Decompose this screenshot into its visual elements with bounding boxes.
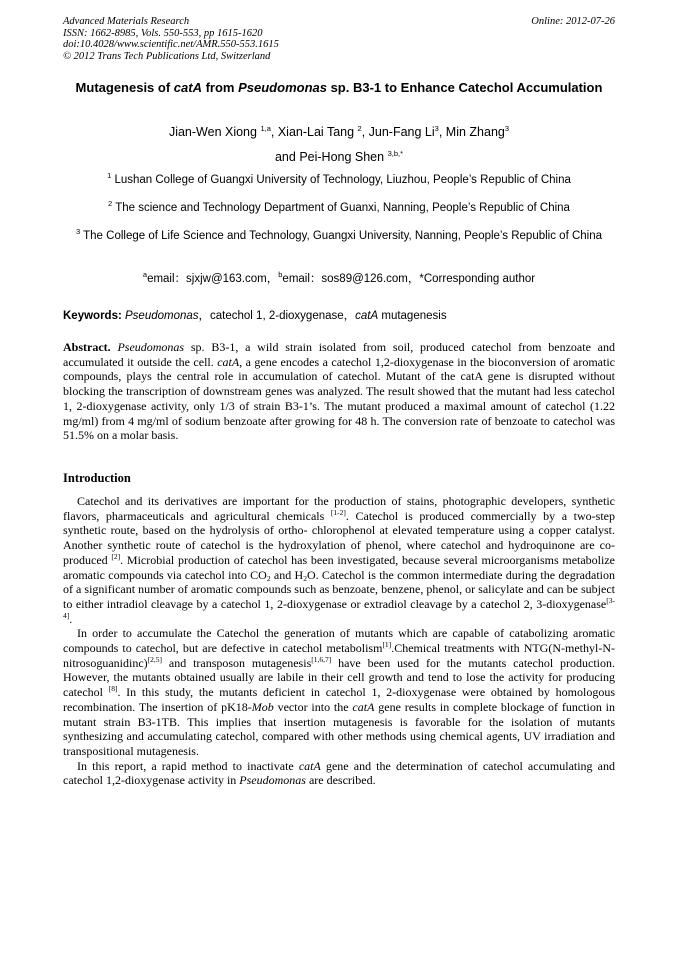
abstract: Abstract. Pseudomonas sp. B3-1, a wild strain isolated from soil, produced catechol from benzoate and accumulated it outside the cell. catA, a gene encodes a catechol 1,2-dioxygenase in the bioconversion of aromatic compounds, plays the central role in accumulation of catechol. Mutant of the catA gene is disrupted without blocking the transcription of downstream genes was analyzed. The result showed that the mutant had less catechol 1, 2-dioxygenase activity, only 1/3 of strain B3-1’s. The mutant produced a maximal amount of catechol (1.22 mg/ml) from 4 mg/ml of sodium benzoate after growing for 48 h. The conversion rate of benzoate to catechol was 51.5% on a molar basis. — [63, 340, 616, 443]
copyright-line: © 2012 Trans Tech Publications Ltd, Switzerland — [63, 50, 271, 62]
affiliation-1: $^1$ Lushan College of Guangxi University of Technology, Liuzhou, People’s Republic of China — [107, 171, 571, 186]
paragraph: Catechol and its derivatives are important for the production of stains, photographic developers, synthetic flavors, pharmaceuticals and agricultural chemicals [1-2]. Catechol is produced commercially by a two-step synthetic route, based on the hydrolysis of ortho- chlorophenol at elevated temperature using a copper catalyst. Another synthetic route of catechol is the hydroxylation of phenol, where catechol and hydroquinone are co-produced [2]. Microbial production of catechol has been investigated, because several microorganisms metabolize aromatic compounds via catechol into $CO_2$ and $H_2O$. Catechol is the common intermediate during the degradation of a significant number of aromatic compounds such as benzoate, benzene, phenol, or salicylate and can be subject to either intradiol cleavage by a catechol 1, 2-dioxygenase or extradiol cleavage by a catechol 2, 3-dioxygenase[3-4]. — [63, 494, 616, 626]
author-list-continued: and Pei-Hong Shen $^{3,b,*}$ — [274, 149, 404, 164]
affiliation-2: $^2$ The science and Technology Department of Guanxi, Nanning, People’s Republic of China — [108, 199, 570, 214]
abstract-label: Abstract. — [63, 340, 111, 354]
journal-name: Advanced Materials Research — [63, 16, 190, 27]
introduction-body — [63, 494, 615, 788]
doi-line: doi:10.4028/www.scientific.net/AMR.550-553.1615 — [63, 39, 279, 50]
author-list: Jian-Wen Xiong $^{1,a}$, Xian-Lai Tang $^2$, Jun-Fang Li$^3$, Min Zhang$^3$ — [168, 124, 510, 139]
paragraph: In this report, a rapid method to inactivate catA gene and the determination of catechol accumulating and catechol 1,2-dioxygenase activity in Pseudomonas are described. — [63, 758, 615, 788]
issn-line: ISSN: 1662-8985, Vols. 550-553, pp 1615-1620 — [63, 27, 263, 39]
paragraph: In order to accumulate the Catechol the generation of mutants which are capable of catabolizing aromatic compounds to catechol, but are defective in catechol metabolism[1].Chemical treatments with NTG(N-methyl-N-nitrosoguanidinc)[2,5] and transposon mutagenesis[1,6,7] have been used for the mutants catechol production. However, the mutants obtained usually are labile in their cell growth and tend to lose the activity for producing catechol [8]. In this study, the mutants deficient in catechol 1, 2-dioxygenase were obtained by homologous recombination. The insertion of pK18-Mob vector into the catA gene results in complete blockage of function in mutant strain B3-1TB. This implies that insertion mutagenesis is favorable for the isolation of mutants synthesizing and accumulating catechol, compared with other methods using chemical agents, UV irradiation and transpositional mutagenesis. — [63, 626, 616, 758]
keywords: Keywords: Pseudomonas，catechol 1, 2-dioxygenase，catA mutagenesis — [63, 310, 447, 322]
email-line: $^a$email：sjxjw@163.com，$^b$email：sos89@126.com，*Corresponding author — [142, 270, 536, 285]
section-heading: Introduction — [63, 471, 131, 485]
paper-title: Mutagenesis of catA from Pseudomonas sp. B3-1 to Enhance Catechol Accumulation — [75, 80, 603, 95]
affiliation-3: $^3$ The College of Life Science and Technology, Guangxi University, Nanning, People’s Republic of China — [75, 227, 603, 242]
online-date: Online: 2012-07-26 — [531, 16, 615, 27]
